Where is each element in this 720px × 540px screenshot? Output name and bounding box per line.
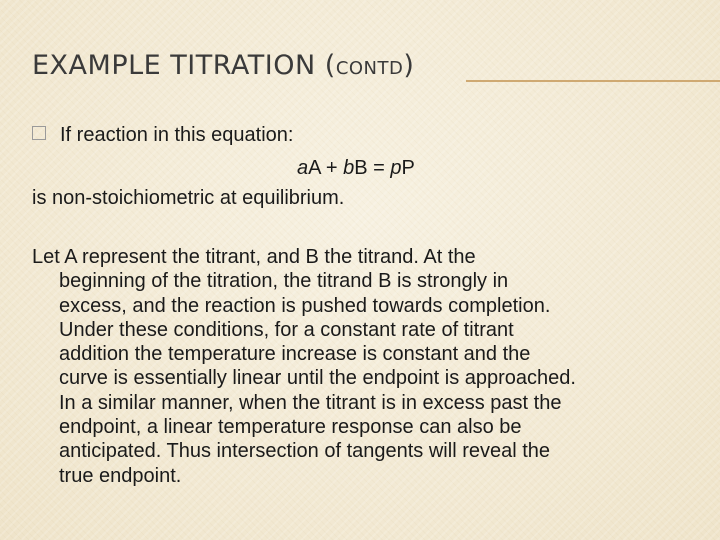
paragraph-line: Let A represent the titrant, and B the titrand. At the <box>32 246 476 268</box>
paragraph-line: excess, and the reaction is pushed towards completion. <box>59 294 551 317</box>
stoichiometry-line: is non-stoichiometric at equilibrium. <box>32 187 345 209</box>
coef-b: b <box>343 157 355 179</box>
empty-checkbox-icon <box>32 126 46 140</box>
paragraph-line: beginning of the titration, the titrand B is strongly in <box>59 270 509 293</box>
paragraph-line: anticipated. Thus intersection of tangents will reveal the <box>59 440 551 463</box>
slide-title <box>32 50 414 81</box>
species-B: B = <box>354 157 391 179</box>
title-close: ) <box>403 50 415 81</box>
title-rule <box>466 80 720 82</box>
bullet-line <box>32 123 293 147</box>
species-A: A + <box>308 157 344 179</box>
title-small-caps: CONTD <box>335 58 404 79</box>
species-P: P <box>401 157 415 179</box>
explanation-paragraph <box>32 245 576 488</box>
coef-a: a <box>297 157 309 179</box>
paragraph-line: curve is essentially linear until the endpoint is approached. <box>59 367 576 390</box>
title-main: EXAMPLE TITRATION ( <box>32 50 336 81</box>
paragraph-line: In a similar manner, when the titrant is in excess past the <box>59 391 562 414</box>
reaction-equation <box>297 156 415 180</box>
paragraph-line: endpoint, a linear temperature response can also be <box>59 416 522 439</box>
paragraph-line: Under these conditions, for a constant rate of titrant <box>59 318 514 341</box>
paragraph-line: addition the temperature increase is constant and the <box>59 343 531 366</box>
bullet-text: If reaction in this equation: <box>60 124 294 146</box>
paragraph-line: true endpoint. <box>59 464 182 487</box>
coef-p: p <box>390 157 402 179</box>
